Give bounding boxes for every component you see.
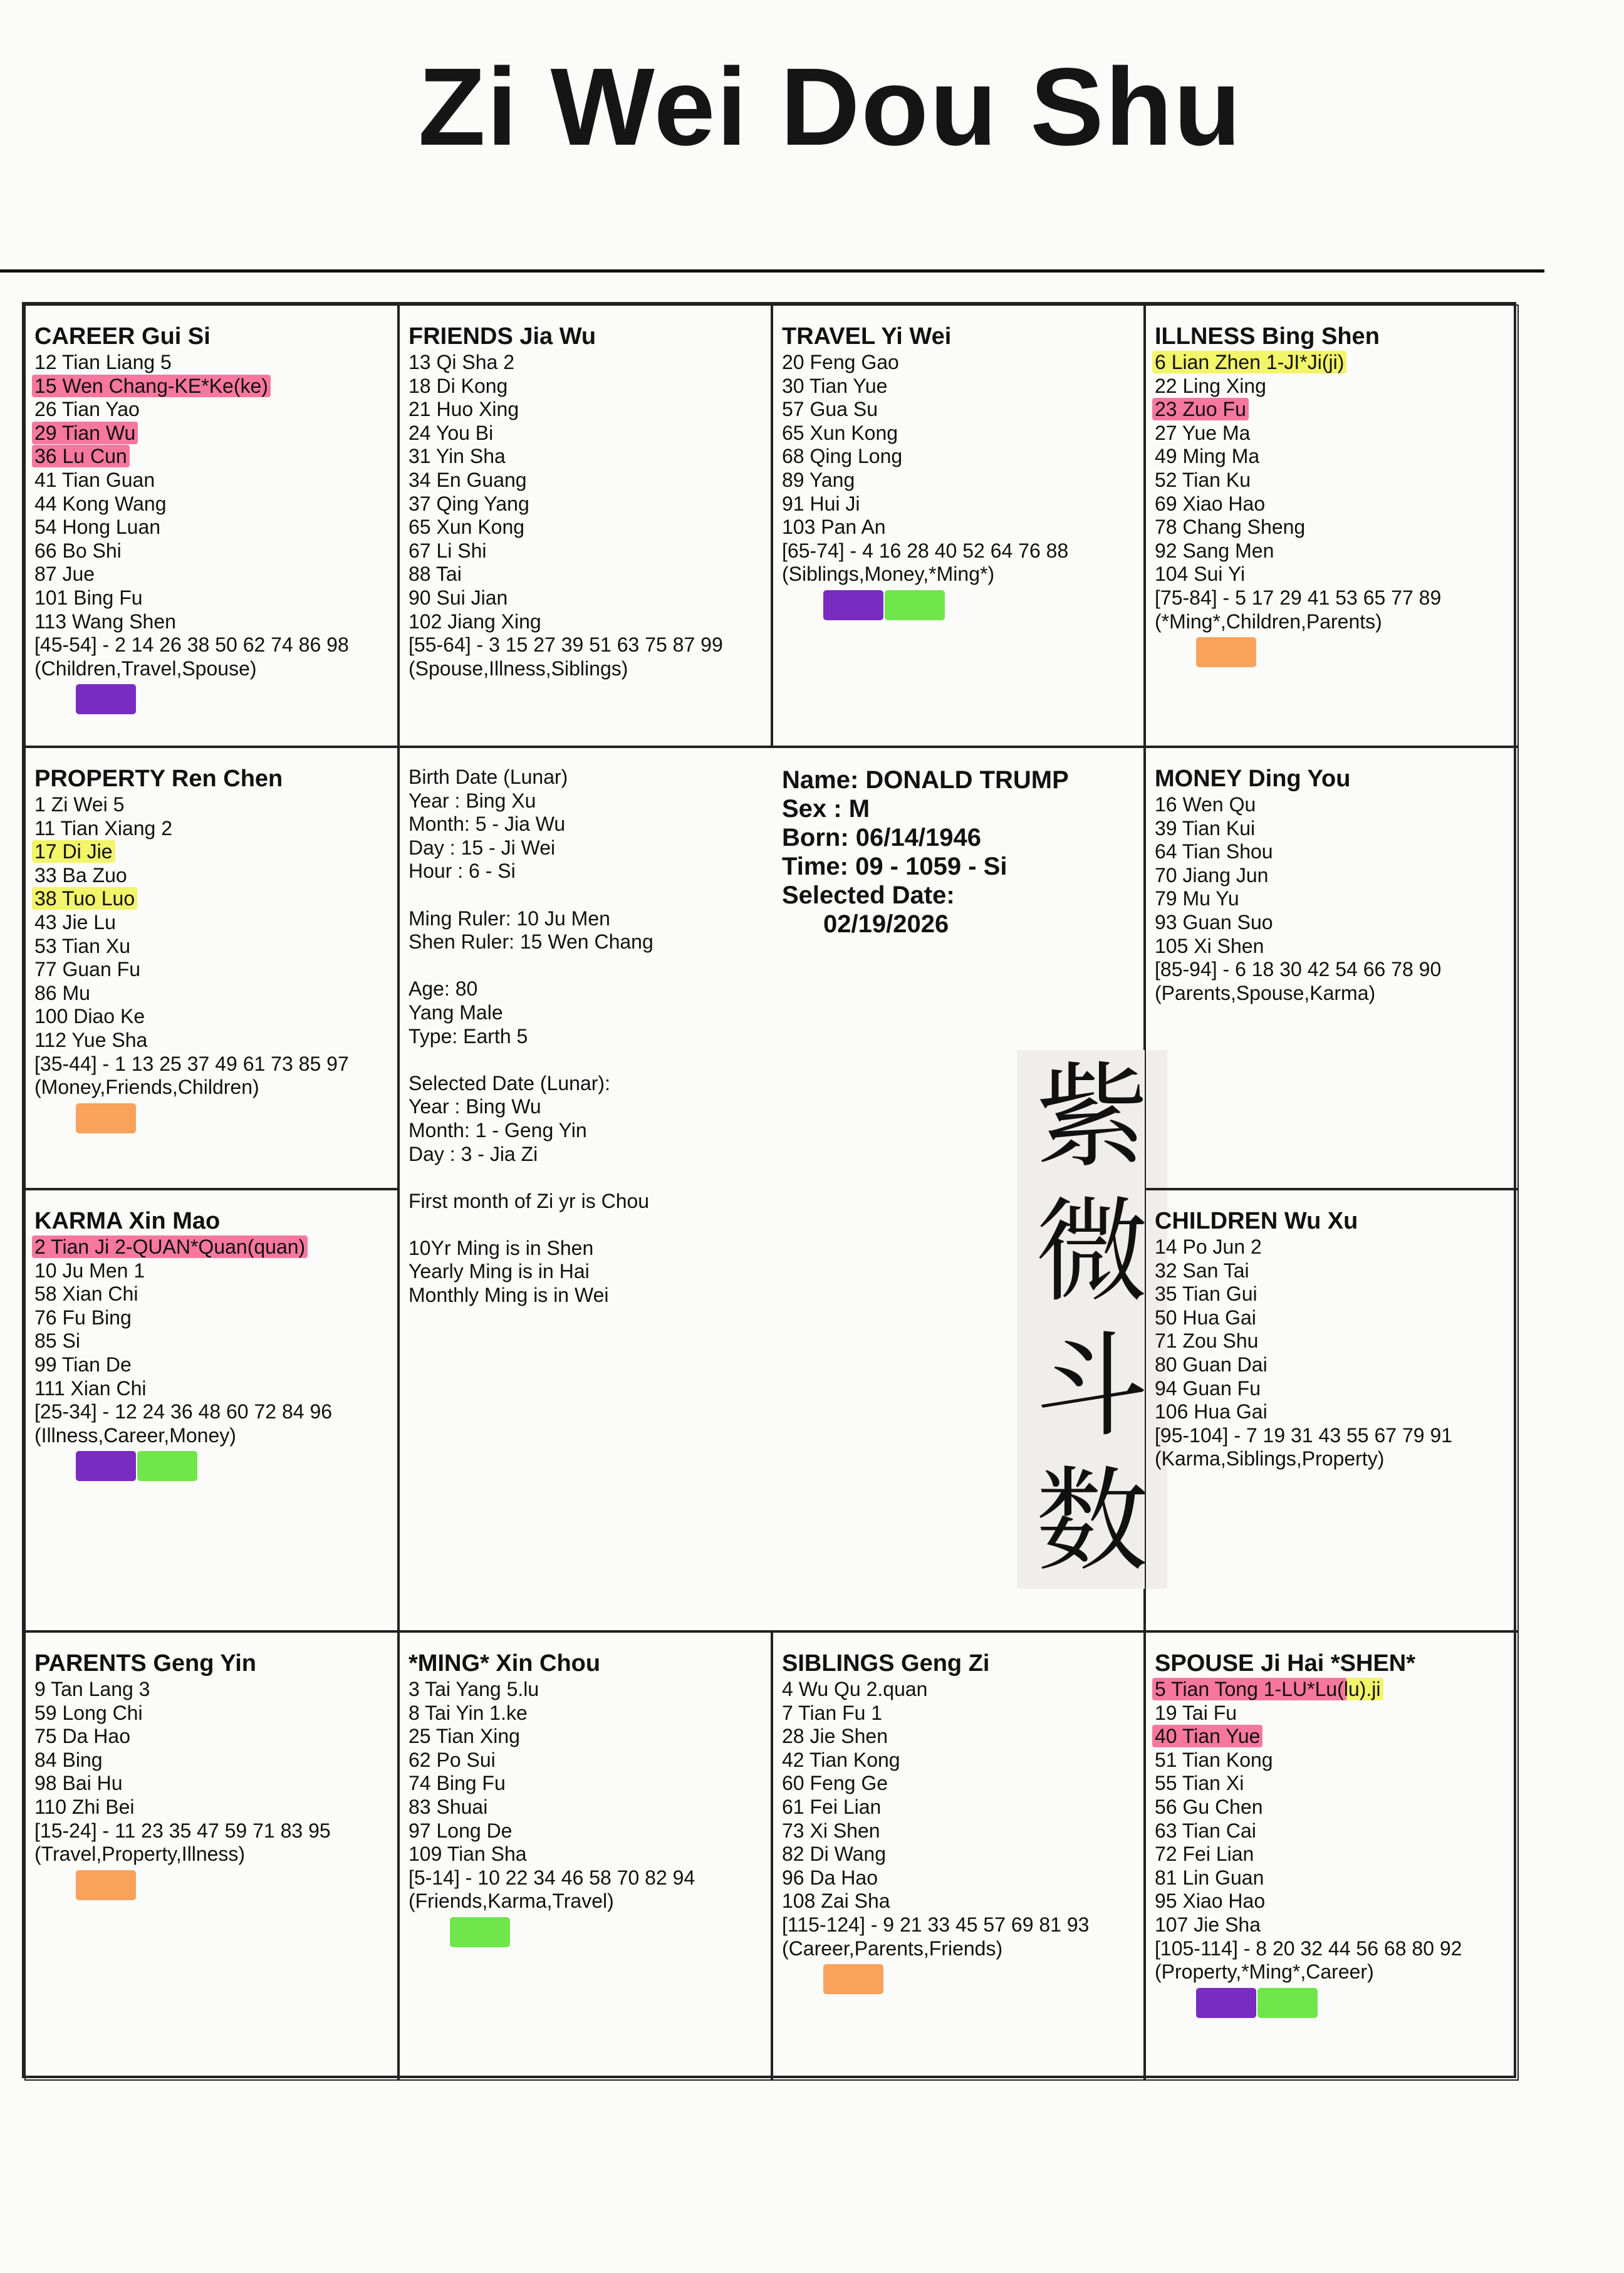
palace-ming <box>398 1631 772 2081</box>
star-line: 13 Qi Sha 2 <box>409 351 514 373</box>
orange-swatch <box>76 1103 136 1133</box>
star-line: 83 Shuai <box>409 1795 488 1818</box>
palace-header: *MING* Xin Chou <box>409 1650 601 1677</box>
palace-parents <box>24 1631 398 2081</box>
highlight-mark: 23 Zuo Fu <box>1152 398 1249 420</box>
highlight-mark: 6 Lian Zhen 1-JI*Ji(ji) <box>1152 351 1346 373</box>
lunar-line: Year : Bing Xu <box>409 789 536 812</box>
star-line: [25-34] - 12 24 36 48 60 72 84 96 <box>34 1400 333 1423</box>
star-line: 104 Sui Yi <box>1155 563 1246 586</box>
lunar-line <box>409 1166 653 1190</box>
color-swatches <box>409 1917 771 1948</box>
star-line: 51 Tian Kong <box>1155 1748 1273 1771</box>
star-line: 98 Bai Hu <box>34 1772 123 1795</box>
star-line: 30 Tian Yue <box>782 374 888 397</box>
orange-swatch <box>76 1870 136 1900</box>
palace-header: CHILDREN Wu Xu <box>1155 1208 1358 1234</box>
highlight-mark: 17 Di Jie <box>32 840 115 863</box>
star-line: 79 Mu Yu <box>1155 887 1239 910</box>
star-line: (Parents,Spouse,Karma) <box>1155 981 1376 1004</box>
star-line: 50 Hua Gai <box>1155 1306 1256 1329</box>
lunar-line: Yearly Ming is in Hai <box>409 1260 590 1283</box>
highlight-mark: 36 Lu Cun <box>32 445 130 467</box>
star-line: 56 Gu Chen <box>1155 1795 1263 1818</box>
star-line: 55 Tian Xi <box>1155 1772 1244 1795</box>
star-line: [5-14] - 10 22 34 46 58 70 82 94 <box>409 1866 695 1889</box>
star-line: (Friends,Karma,Travel) <box>409 1890 614 1913</box>
star-line: 64 Tian Shou <box>1155 840 1273 863</box>
star-line: 89 Yang <box>782 468 855 491</box>
star-line <box>34 1235 397 1259</box>
chart-grid <box>22 302 1516 2078</box>
star-line: (Money,Friends,Children) <box>34 1076 259 1099</box>
star-line: 72 Fei Lian <box>1155 1843 1254 1866</box>
lunar-line: Day : 15 - Ji Wei <box>409 836 556 859</box>
lunar-line: Month: 1 - Geng Yin <box>409 1118 587 1142</box>
palace-money <box>1145 747 1519 1189</box>
star-line: 11 Tian Xiang 2 <box>34 816 173 840</box>
color-swatches <box>34 1103 397 1135</box>
lunar-line <box>409 954 653 978</box>
star-line: 99 Tian De <box>34 1353 132 1376</box>
star-line: 19 Tai Fu <box>1155 1701 1237 1724</box>
page-title: Zi Wei Dou Shu <box>418 46 1242 169</box>
star-line: 34 En Guang <box>409 468 527 491</box>
star-line: 10 Ju Men 1 <box>34 1259 145 1282</box>
lunar-line <box>409 1048 653 1072</box>
highlight-mark: 38 Tuo Luo <box>32 887 137 910</box>
star-line: 101 Bing Fu <box>34 586 143 609</box>
star-line: 100 Diao Ke <box>34 1005 145 1028</box>
palace-header: TRAVEL Yi Wei <box>782 323 952 350</box>
star-line: 94 Guan Fu <box>1155 1376 1261 1400</box>
lunar-line: Day : 3 - Jia Zi <box>409 1142 538 1165</box>
palace-spouse <box>1145 1631 1519 2081</box>
star-line: 86 Mu <box>34 981 90 1004</box>
palace-header: FRIENDS Jia Wu <box>409 323 596 350</box>
star-line: 21 Huo Xing <box>409 398 519 421</box>
highlight-mark: 29 Tian Wu <box>32 422 138 444</box>
star-line: 68 Qing Long <box>782 445 903 468</box>
star-line: 53 Tian Xu <box>34 934 130 957</box>
orange-swatch <box>1196 637 1256 667</box>
star-line: (Illness,Career,Money) <box>34 1423 236 1447</box>
star-line: (Travel,Property,Illness) <box>34 1843 246 1866</box>
star-line <box>34 422 397 445</box>
star-line: 44 Kong Wang <box>34 492 167 515</box>
palace-header: MONEY Ding You <box>1155 766 1351 792</box>
star-line: 96 Da Hao <box>782 1866 878 1889</box>
star-line: [65-74] - 4 16 28 40 52 64 76 88 <box>782 539 1069 562</box>
palace-siblings <box>772 1631 1145 2081</box>
star-line: 63 Tian Cai <box>1155 1819 1256 1842</box>
star-line: 69 Xiao Hao <box>1155 492 1266 515</box>
person-time: Time: 09 - 1059 - Si <box>782 853 1007 880</box>
star-line: 61 Fei Lian <box>782 1795 882 1818</box>
star-line: 71 Zou Shu <box>1155 1329 1259 1353</box>
star-line <box>1155 1725 1517 1749</box>
green-swatch <box>450 1917 510 1947</box>
seal-char: 数 <box>1035 1455 1148 1587</box>
star-line: 12 Tian Liang 5 <box>34 351 172 373</box>
purple-swatch <box>823 590 883 620</box>
star-line: 52 Tian Ku <box>1155 468 1251 491</box>
star-line <box>34 840 397 864</box>
purple-swatch <box>76 1451 136 1481</box>
star-line: (Children,Travel,Spouse) <box>34 657 257 680</box>
palace-header: PARENTS Geng Yin <box>34 1650 257 1677</box>
star-line: 1 Zi Wei 5 <box>34 793 125 816</box>
person-born: Born: 06/14/1946 <box>782 824 981 851</box>
star-line: 81 Lin Guan <box>1155 1866 1264 1889</box>
star-line <box>1155 398 1517 422</box>
star-line: 28 Jie Shen <box>782 1725 888 1748</box>
star-line <box>34 445 397 469</box>
star-line: 39 Tian Kui <box>1155 816 1256 840</box>
star-line: [35-44] - 1 13 25 37 49 61 73 85 97 <box>34 1052 349 1075</box>
star-line: 3 Tai Yang 5.lu <box>409 1678 539 1700</box>
star-line: 110 Zhi Bei <box>34 1795 135 1818</box>
lunar-line: Shen Ruler: 15 Wen Chang <box>409 930 653 954</box>
color-swatches <box>1155 1988 1517 2019</box>
palace-header: SIBLINGS Geng Zi <box>782 1650 990 1677</box>
star-line <box>34 375 397 398</box>
star-line: 106 Hua Gai <box>1155 1400 1267 1423</box>
star-line: [15-24] - 11 23 35 47 59 71 83 95 <box>34 1819 331 1842</box>
star-line: 113 Wang Shen <box>34 610 176 633</box>
palace-travel <box>772 304 1145 747</box>
star-line: 108 Zai Sha <box>782 1890 890 1913</box>
star-line: 103 Pan An <box>782 516 886 539</box>
lunar-info <box>409 766 653 1308</box>
star-line: 90 Sui Jian <box>409 586 508 609</box>
seal-char: 紫 <box>1035 1051 1148 1183</box>
color-swatches <box>1155 637 1517 668</box>
star-line: 24 You Bi <box>409 421 494 444</box>
lunar-line: Month: 5 - Jia Wu <box>409 813 566 836</box>
green-swatch <box>1257 1988 1318 2018</box>
star-line: [115-124] - 9 21 33 45 57 69 81 93 <box>782 1913 1090 1936</box>
star-line: [55-64] - 3 15 27 39 51 63 75 87 99 <box>409 633 723 657</box>
star-line: 59 Long Chi <box>34 1701 143 1724</box>
star-line: [45-54] - 2 14 26 38 50 62 74 86 98 <box>34 633 349 657</box>
star-line: 57 Gua Su <box>782 398 878 421</box>
palace-illness <box>1145 304 1519 747</box>
star-line: 66 Bo Shi <box>34 539 122 562</box>
palace-karma <box>24 1189 398 1631</box>
star-line: 31 Yin Sha <box>409 445 506 468</box>
star-line: 8 Tai Yin 1.ke <box>409 1701 528 1724</box>
star-line: 16 Wen Qu <box>1155 793 1256 816</box>
palace-header: ILLNESS Bing Shen <box>1155 323 1380 350</box>
star-line: 33 Ba Zuo <box>34 863 127 887</box>
lunar-line: 10Yr Ming is in Shen <box>409 1236 594 1259</box>
lunar-line: Selected Date (Lunar): <box>409 1071 610 1095</box>
star-line: 109 Tian Sha <box>409 1843 527 1866</box>
star-line: 49 Ming Ma <box>1155 445 1260 468</box>
star-line: 82 Di Wang <box>782 1843 886 1866</box>
star-line: 62 Po Sui <box>409 1748 496 1771</box>
color-swatches <box>34 684 397 715</box>
star-line <box>34 887 397 911</box>
star-line: 85 Si <box>34 1329 80 1353</box>
lunar-line: Type: Earth 5 <box>409 1024 528 1048</box>
star-line: 78 Chang Sheng <box>1155 516 1306 539</box>
purple-swatch <box>1196 1988 1256 2018</box>
star-line: 88 Tai <box>409 563 462 586</box>
star-line: 65 Xun Kong <box>782 421 898 444</box>
star-line: [75-84] - 5 17 29 41 53 65 77 89 <box>1155 586 1442 609</box>
highlight-mark: 5 Tian Tong 1-LU*Lu(lu).ji <box>1152 1678 1383 1700</box>
title-divider <box>0 269 1544 273</box>
star-line: 73 Xi Shen <box>782 1819 880 1842</box>
star-line: 58 Xian Chi <box>34 1282 138 1306</box>
palace-header: KARMA Xin Mao <box>34 1208 221 1234</box>
star-line: (Karma,Siblings,Property) <box>1155 1447 1385 1470</box>
star-line: 54 Hong Luan <box>34 516 161 539</box>
palace-header: PROPERTY Ren Chen <box>34 766 283 792</box>
star-line: 80 Guan Dai <box>1155 1353 1267 1376</box>
star-line: 20 Feng Gao <box>782 351 899 373</box>
star-line: 32 San Tai <box>1155 1259 1249 1282</box>
lunar-line: Birth Date (Lunar) <box>409 766 568 788</box>
star-line: (Spouse,Illness,Siblings) <box>409 657 628 680</box>
star-line: 18 Di Kong <box>409 374 508 397</box>
star-line: 41 Tian Guan <box>34 468 155 491</box>
highlight-mark: 40 Tian Yue <box>1152 1725 1262 1747</box>
chart-center <box>398 747 1148 1631</box>
seal-char: 微 <box>1035 1186 1148 1318</box>
palace-property <box>24 747 398 1189</box>
star-line: 95 Xiao Hao <box>1155 1890 1266 1913</box>
star-line: 27 Yue Ma <box>1155 421 1251 444</box>
palace-friends <box>398 304 772 747</box>
star-line: 42 Tian Kong <box>782 1748 900 1771</box>
lunar-line: Hour : 6 - Si <box>409 860 516 883</box>
star-line: [95-104] - 7 19 31 43 55 67 79 91 <box>1155 1423 1453 1447</box>
star-line: 26 Tian Yao <box>34 398 140 421</box>
star-line: (Career,Parents,Friends) <box>782 1937 1003 1960</box>
green-swatch <box>137 1451 197 1481</box>
star-line: 75 Da Hao <box>34 1725 130 1748</box>
star-line: 92 Sang Men <box>1155 539 1274 562</box>
star-line: 67 Li Shi <box>409 539 487 562</box>
lunar-line <box>409 883 653 907</box>
star-line: 65 Xun Kong <box>409 516 525 539</box>
star-line: 93 Guan Suo <box>1155 910 1273 934</box>
lunar-line: Monthly Ming is in Wei <box>409 1284 609 1307</box>
star-line: 112 Yue Sha <box>34 1028 148 1051</box>
selected-date-label: Selected Date: <box>782 882 955 909</box>
star-line: 111 Xian Chi <box>34 1376 147 1400</box>
star-line: 74 Bing Fu <box>409 1772 506 1795</box>
star-line: 35 Tian Gui <box>1155 1282 1257 1306</box>
palace-children <box>1145 1189 1519 1631</box>
star-line: 105 Xi Shen <box>1155 934 1264 957</box>
star-line: [105-114] - 8 20 32 44 56 68 80 92 <box>1155 1937 1462 1960</box>
star-line <box>1155 351 1517 375</box>
star-line: (Siblings,Money,*Ming*) <box>782 563 995 586</box>
highlight-mark: 15 Wen Chang-KE*Ke(ke) <box>32 375 271 397</box>
star-line: 97 Long De <box>409 1819 513 1842</box>
selected-date: 02/19/2026 <box>823 910 949 938</box>
lunar-line: Ming Ruler: 10 Ju Men <box>409 907 610 930</box>
orange-swatch <box>823 1964 883 1994</box>
purple-swatch <box>76 684 136 714</box>
star-line: 43 Jie Lu <box>34 910 116 934</box>
person-sex: Sex : M <box>782 795 870 823</box>
star-line: 102 Jiang Xing <box>409 610 541 633</box>
lunar-line <box>409 1213 653 1237</box>
star-line: 84 Bing <box>34 1748 103 1771</box>
person-name: Name: DONALD TRUMP <box>782 766 1069 794</box>
star-line: 25 Tian Xing <box>409 1725 520 1748</box>
color-swatches <box>34 1451 397 1482</box>
color-swatches <box>782 590 1143 622</box>
palace-header: CAREER Gui Si <box>34 323 211 350</box>
seal-char: 斗 <box>1035 1321 1148 1452</box>
star-line: 70 Jiang Jun <box>1155 863 1269 887</box>
color-swatches <box>782 1964 1143 1995</box>
star-line: 7 Tian Fu 1 <box>782 1701 883 1724</box>
color-swatches <box>34 1870 397 1901</box>
star-line: (Property,*Ming*,Career) <box>1155 1960 1374 1984</box>
star-line: 22 Ling Xing <box>1155 374 1266 397</box>
palace-career <box>24 304 398 747</box>
star-line: (*Ming*,Children,Parents) <box>1155 610 1382 633</box>
lunar-line: Year : Bing Wu <box>409 1095 541 1118</box>
palace-header: SPOUSE Ji Hai *SHEN* <box>1155 1650 1416 1677</box>
highlight-mark: 2 Tian Ji 2-QUAN*Quan(quan) <box>32 1235 308 1258</box>
star-line: 9 Tan Lang 3 <box>34 1678 150 1700</box>
star-line: 14 Po Jun 2 <box>1155 1235 1262 1258</box>
person-info <box>782 766 1069 939</box>
star-line: 76 Fu Bing <box>34 1306 132 1329</box>
star-line: 77 Guan Fu <box>34 958 140 981</box>
star-line: 87 Jue <box>34 563 95 586</box>
star-line: 107 Jie Sha <box>1155 1913 1261 1936</box>
star-line: [85-94] - 6 18 30 42 54 66 78 90 <box>1155 958 1442 981</box>
star-line <box>1155 1678 1517 1702</box>
lunar-line: Yang Male <box>409 1001 503 1024</box>
star-line: 4 Wu Qu 2.quan <box>782 1678 928 1700</box>
star-line: 37 Qing Yang <box>409 492 529 515</box>
lunar-line: First month of Zi yr is Chou <box>409 1189 650 1212</box>
lunar-line: Age: 80 <box>409 977 478 1001</box>
star-line: 60 Feng Ge <box>782 1772 888 1795</box>
star-line: 91 Hui Ji <box>782 492 860 515</box>
green-swatch <box>885 590 945 620</box>
